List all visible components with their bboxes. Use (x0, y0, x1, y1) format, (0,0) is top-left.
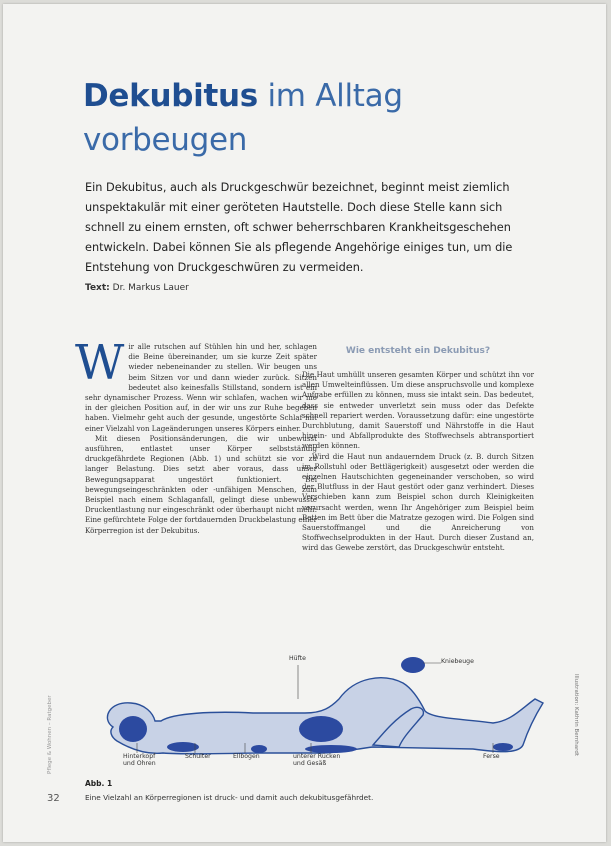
lead-paragraph: Ein Dekubitus, auch als Druckgeschwür bezeichnet, beginnt meist ziemlich unspektakulär mit einer geröteten Hautstelle. Doch diese Stelle kann sich schnell zu einem ernsten, oft schwer beherrschbaren Krankheitsgeschehen entwickeln. Dabei können Sie als pflegende Angehörige einiges tun, um die Entstehung von Druckgeschwüren zu vermeiden. (85, 181, 513, 274)
right-paragraph-2: Wird die Haut nun andauerndem Druck (z. B. durch Sitzen im Rollstuhl oder Bettlägerigkeit) ausgesetzt oder werden die einzelnen Hautschichten gegeneinander verschoben, so wird der Blutfluss in der Haut gestört oder ganz verhindert. Dieses Verschieben kann zum Beispiel schon durch Kleinigkeiten verursacht werden, wenn Ihr Angehöriger zum Beispiel beim Betten im Bett über die Matratze gezogen wird. Die Folgen sind Sauerstoffmangel und die Anreicherung von Stoffwechselprodukten in der Haut. Durch dieser Zustand an, wird das Gewebe zerstört, das Druckgeschwür entsteht. (302, 451, 534, 553)
left-paragraph-1: ir alle rutschen auf Stühlen hin und her, schlagen die Beine übereinander, um sie kurze Zeit später wieder nebeneinander zu stellen. Wir beugen uns beim Sitzen vor und dann wieder zurück. Sitzen bedeutet also keinesfalls Stillstand, sondern ist ein sehr dynamischer Prozess. Wenn wir schlafen, wachen wir nie in der gleichen Position auf, in der wir uns zur Ruhe begeben haben. Vielmehr geht auch der gesunde, ungestörte Schlaf mit einer Vielzahl von Lageänderungen unseres Körpers einher. (85, 342, 317, 433)
label-head: Hinterkopf und Ohren (123, 753, 156, 767)
drop-cap: W (75, 335, 125, 391)
pressure-spot-hip (299, 716, 343, 742)
label-hip: Hüfte (289, 655, 306, 662)
right-paragraph-1: Die Haut umhüllt unseren gesamten Körper und schützt ihn vor allen Umwelteinflüssen. Um diese anspruchsvolle und komplexe Aufgabe erfüllen zu können, muss sie intakt sein. Das bedeutet, dass sie entweder unverletzt sein muss oder das Defekte schnell repariert werden. Voraussetzung dafür: eine ungestörte Durchblutung, damit Sauerstoff und Nährstoffe in die Haut hinein- und Abfallprodukte des Stoffwechsels abtransportiert werden können. (302, 370, 534, 451)
pressure-spot-heel (493, 743, 513, 751)
caption-title: Abb. 1 (85, 779, 113, 788)
body-silhouette (107, 678, 543, 754)
right-column (302, 370, 534, 554)
label-sacrum: unterer Rücken und Gesäß (293, 753, 341, 767)
byline (85, 283, 189, 293)
pressure-spot-sacrum (305, 745, 357, 753)
label-elbow: Ellbogen (233, 753, 260, 760)
left-column (75, 335, 317, 536)
article-title (83, 74, 543, 162)
magazine-page (3, 4, 606, 842)
illustration-credit: Illustration: Kathrin Bernhardt (573, 674, 579, 756)
page-number: 32 (47, 793, 60, 804)
title-rest: im Alltag (267, 78, 403, 114)
pressure-spot-knee (401, 657, 425, 673)
side-note-left: Pflege & Wohnen – Ratgeber (47, 695, 53, 774)
section-subheading: Wie entsteht ein Dekubitus? (345, 346, 491, 356)
pressure-spot-shoulder (167, 742, 199, 752)
title-line2: vorbeugen (83, 122, 248, 158)
pressure-spot-elbow (251, 745, 267, 753)
title-bold: Dekubitus (83, 78, 258, 114)
label-shoulder: Schulter (185, 753, 211, 760)
left-paragraph-2: Mit diesen Positionsänderungen, die wir unbewusst ausführen, entlastet unser Körper selbstständig druckgefährdete Regionen (Abb. 1) und schützt sie vor zu langer Belastung. Dies setzt aber voraus, dass unser Bewegungsapparat ungestört funktioniert. Bei bewegungseingeschränkten oder -unfähigen Menschen, zum Beispiel nach einem Schlaganfall, gelingt diese unbewusste Druckentlastung nur eingeschränkt oder überhaupt nicht mehr. Eine gefürchtete Folge der fortdauernden Druckbelastung einer Körperregion ist der Dekubitus. (85, 433, 317, 535)
pressure-spot-head (119, 716, 147, 742)
label-knee: Kniebeuge (441, 658, 474, 665)
byline-author: Dr. Markus Lauer (112, 283, 189, 293)
label-heel: Ferse (483, 753, 500, 760)
caption-text: Eine Vielzahl an Körperregionen ist druck- und damit auch dekubitusgefährdet. (85, 793, 374, 802)
byline-label: Text: (85, 283, 110, 293)
pressure-points-figure (73, 649, 563, 774)
